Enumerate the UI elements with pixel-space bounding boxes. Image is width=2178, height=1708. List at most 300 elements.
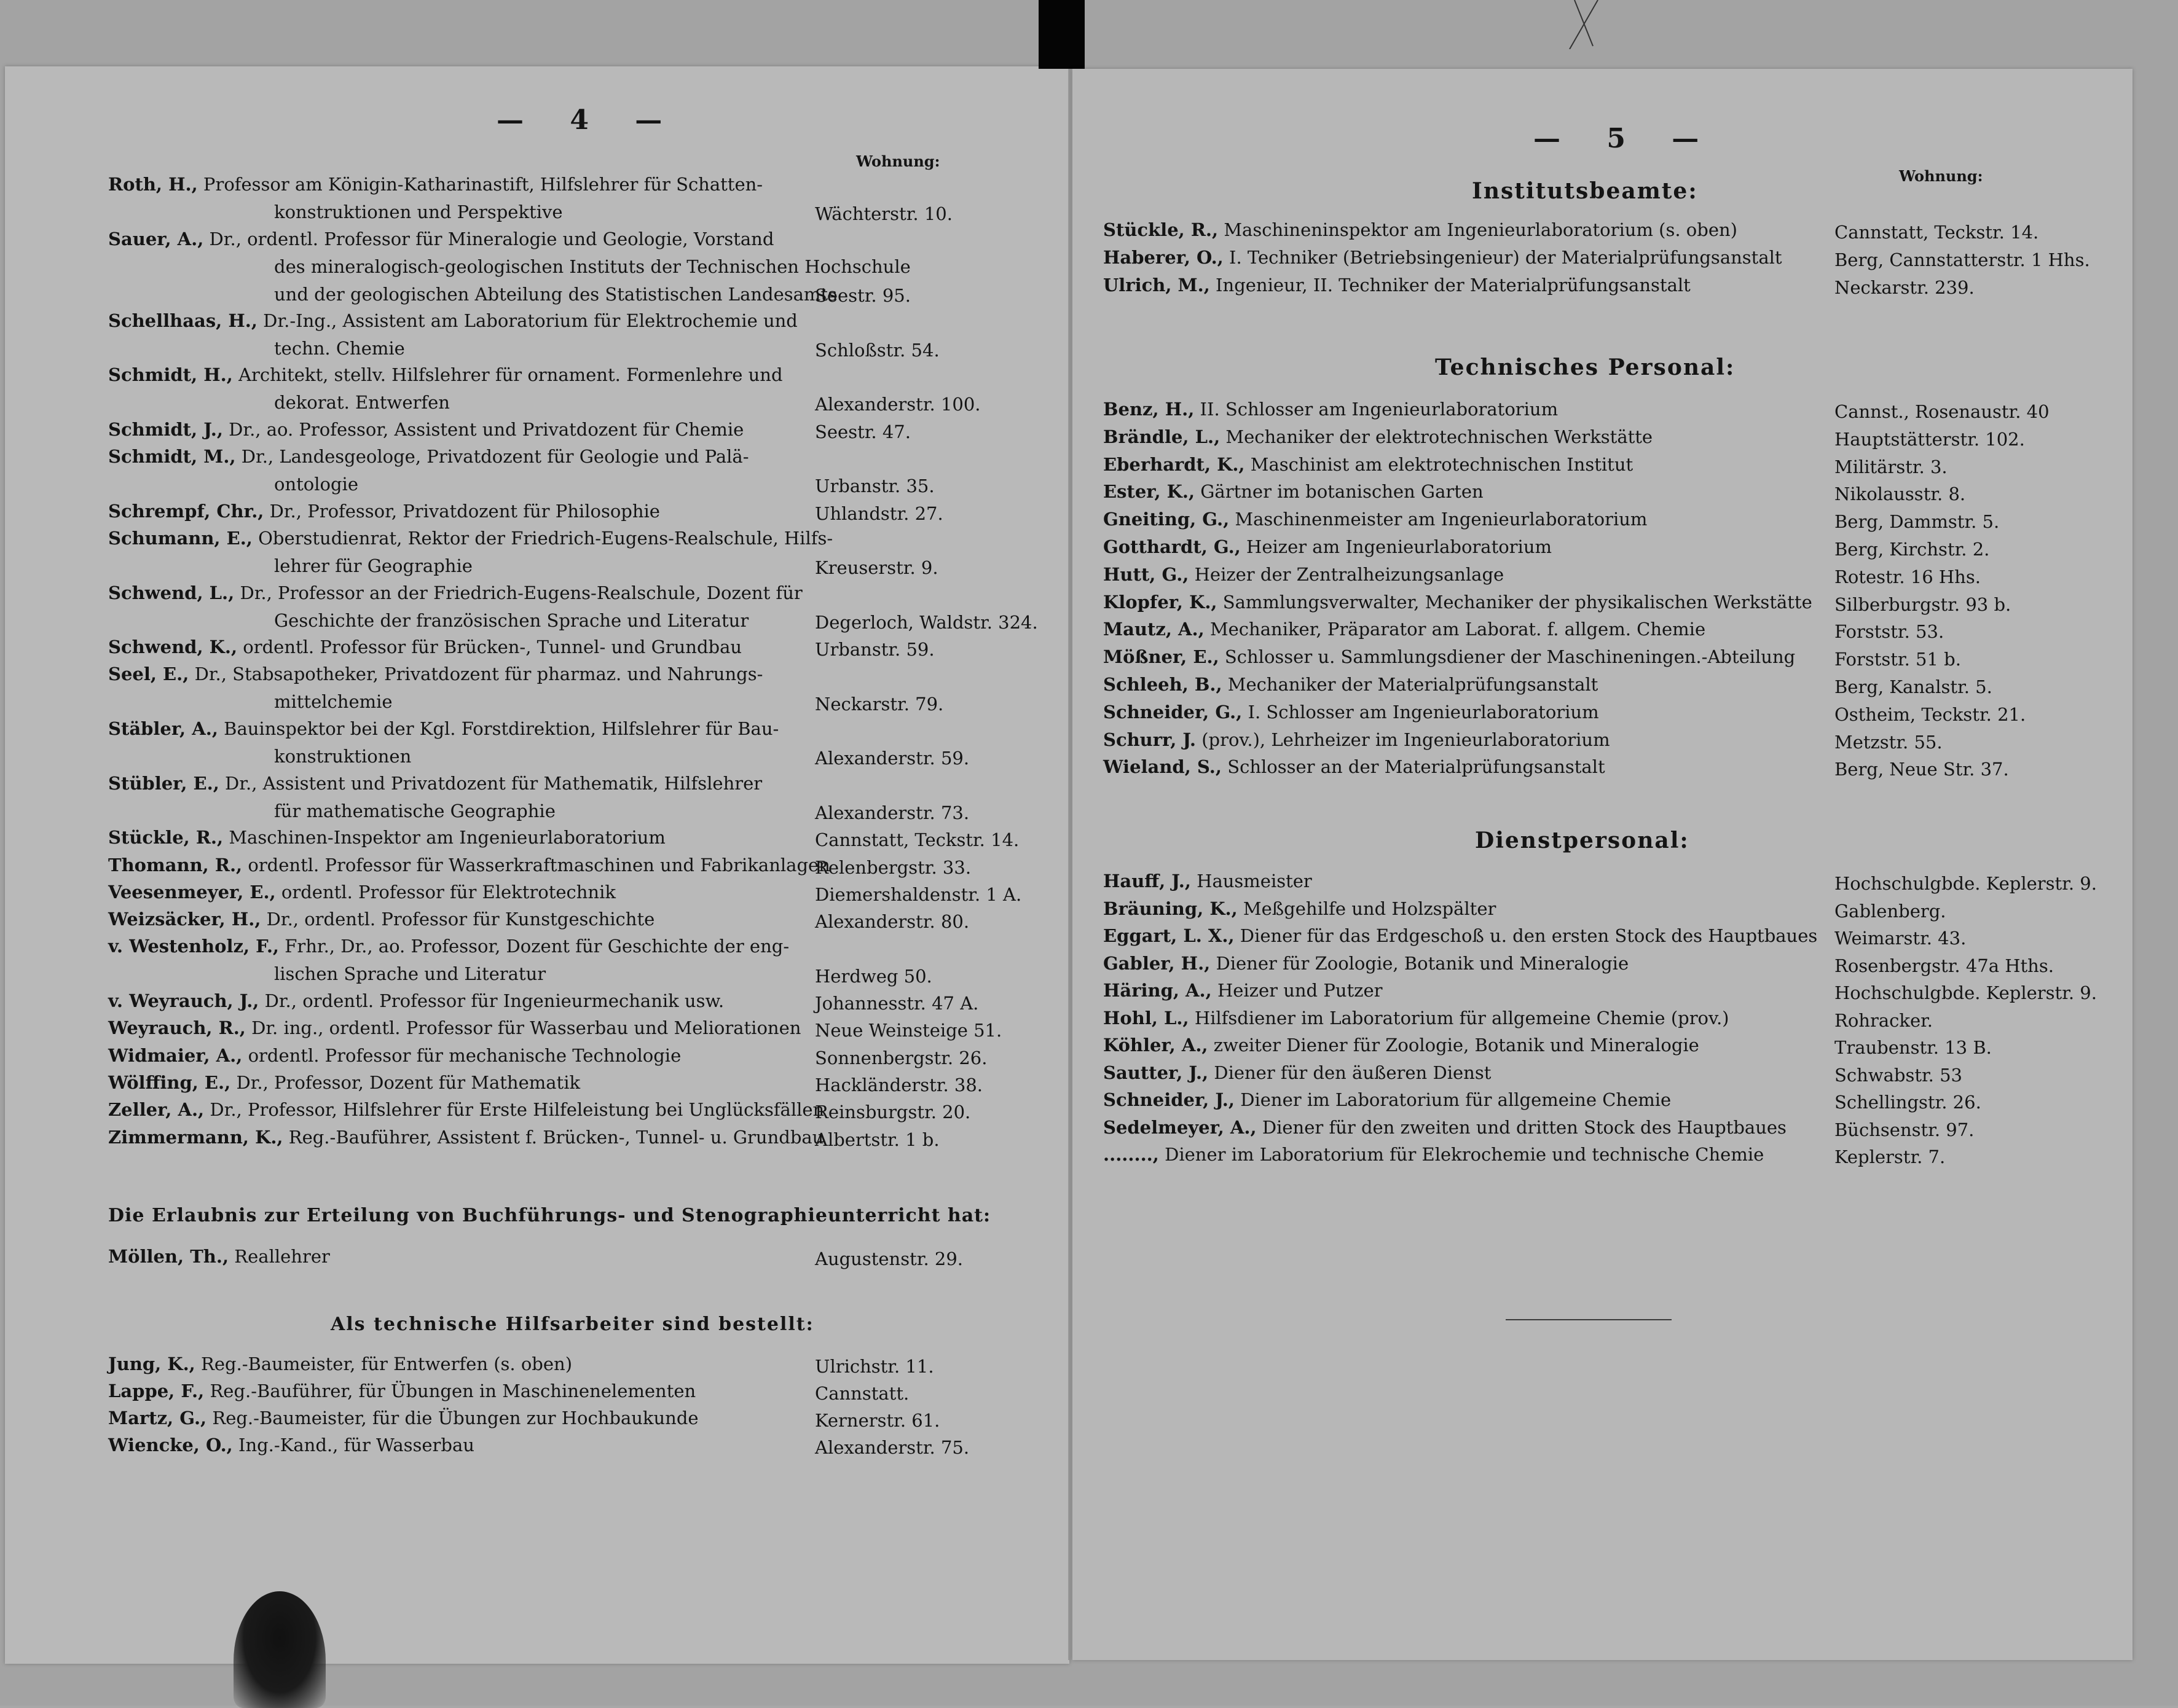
page-number: — 4 — xyxy=(497,104,681,136)
entry-line xyxy=(108,419,744,440)
entry-line xyxy=(1103,536,1552,557)
residence-address: Alexanderstr. 73. xyxy=(815,802,970,823)
list-item xyxy=(108,770,1061,825)
page-fold xyxy=(1068,69,1069,1660)
residence-address: Neckarstr. 79. xyxy=(815,693,944,715)
description-continuation: dekorat. Entwerfen xyxy=(274,392,450,413)
description-continuation: ontologie xyxy=(274,474,358,495)
person-description: Mechaniker der Materialprüfungsanstalt xyxy=(1222,674,1598,695)
person-name: Schurr, J. xyxy=(1103,729,1196,750)
residence-address: Alexanderstr. 59. xyxy=(815,748,970,769)
person-name: ........, xyxy=(1103,1144,1159,1165)
person-name: Wieland, S., xyxy=(1103,756,1222,778)
residence-address: Neue Weinsteige 51. xyxy=(815,1020,1002,1041)
person-name: Stäbler, A., xyxy=(108,718,218,739)
person-description: Architekt, stellv. Hilfslehrer für ornament. Formenlehre und xyxy=(232,364,783,386)
entry-line xyxy=(108,1127,824,1148)
residence-address: Hochschulgbde. Keplerstr. 9. xyxy=(1834,982,2097,1003)
person-name: Sauer, A., xyxy=(108,228,204,249)
entry-line xyxy=(108,1353,572,1374)
entry-line xyxy=(108,1435,474,1455)
residence-address: Büchsenstr. 97. xyxy=(1834,1119,1975,1140)
entry-line xyxy=(108,1072,580,1093)
residence-address: Schellingstr. 26. xyxy=(1834,1092,1981,1113)
person-description: Dr., ordentl. Professor für Mineralogie und Geologie, Vorstand xyxy=(203,228,774,249)
residence-address: Schwabstr. 53 xyxy=(1834,1064,1963,1086)
residence-address: Urbanstr. 59. xyxy=(815,639,935,660)
assistants-list xyxy=(108,1350,1061,1473)
residence-address: Berg, Dammstr. 5. xyxy=(1834,511,2000,533)
description-continuation: lischen Sprache und Literatur xyxy=(274,963,546,985)
list-item xyxy=(1103,1005,2123,1032)
residence-address: Alexanderstr. 80. xyxy=(815,911,970,933)
list-item xyxy=(108,1350,1061,1378)
entry-line xyxy=(108,637,742,657)
entry-line xyxy=(108,718,779,739)
list-item xyxy=(1103,643,2123,671)
person-description: Dr., Stabsapotheker, Privatdozent für pharmaz. und Nahrungs- xyxy=(189,664,763,685)
entry-line xyxy=(1103,1008,1729,1028)
list-item xyxy=(1103,1059,2123,1087)
entry-line xyxy=(1103,1062,1491,1083)
list-item xyxy=(1103,396,2123,423)
person-name: Roth, H., xyxy=(108,174,198,195)
binding-spine xyxy=(1039,0,1085,69)
person-description: Professor am Königin-Katharinastift, Hilfslehrer für Schatten- xyxy=(197,174,763,195)
residence-address: Albertstr. 1 b. xyxy=(815,1129,940,1150)
person-name: Sedelmeyer, A., xyxy=(1103,1116,1257,1138)
person-name: Klopfer, K., xyxy=(1103,591,1217,613)
person-description: Dr., Professor, Dozent für Mathematik xyxy=(230,1071,581,1093)
list-item xyxy=(1103,216,2123,244)
residence-address: Cannst., Rosenaustr. 40 xyxy=(1834,401,2050,422)
entry-line xyxy=(1103,454,1633,475)
person-description: Ingenieur, II. Techniker der Materialprüfungsanstalt xyxy=(1209,275,1691,296)
list-item xyxy=(1103,506,2123,533)
list-item xyxy=(108,1069,1061,1097)
entry-line xyxy=(1103,1035,1699,1056)
person-description: Oberstudienrat, Rektor der Friedrich-Eugens-Realschule, Hilfs- xyxy=(252,527,833,549)
person-name: Eggart, L. X., xyxy=(1103,925,1235,946)
residence-address: Seestr. 95. xyxy=(815,285,911,307)
entry-line xyxy=(108,773,762,794)
residence-address: Forststr. 53. xyxy=(1834,621,1944,643)
person-description: Reallehrer xyxy=(229,1246,330,1267)
person-name: Hohl, L., xyxy=(1103,1007,1189,1028)
entry-line xyxy=(1103,399,1558,420)
entry-line xyxy=(1103,619,1705,640)
residence-address: Kernerstr. 61. xyxy=(815,1410,940,1431)
person-name: Köhler, A., xyxy=(1103,1035,1208,1056)
description-continuation: mittelchemie xyxy=(274,691,393,713)
person-name: Schwend, K., xyxy=(108,637,238,658)
description-continuation: konstruktionen und Perspektive xyxy=(274,202,563,222)
entry-line xyxy=(1103,925,1817,946)
person-description: ordentl. Professor für Wasserkraftmaschinen und Fabrikanlagen xyxy=(242,854,830,876)
person-description: Dr., Assistent und Privatdozent für Mathematik, Hilfslehrer xyxy=(219,772,763,794)
entry-line xyxy=(1103,1089,1671,1110)
list-item xyxy=(1103,1032,2123,1059)
entry-line xyxy=(1103,898,1496,919)
section-heading-institutsbeamte: Institutsbeamte: xyxy=(1472,178,1698,204)
entry-line xyxy=(108,936,789,957)
list-item xyxy=(108,633,1061,661)
description-continuation: des mineralogisch-geologischen Instituts der Technischen Hochschule xyxy=(274,256,911,277)
entry-line xyxy=(1103,426,1653,447)
person-description: Meßgehilfe und Holzspälter xyxy=(1237,898,1496,919)
person-description: Maschineninspektor am Ingenieurlaboratorium (s. oben) xyxy=(1218,219,1737,240)
entry-line xyxy=(1103,564,1504,585)
residence-address: Kreuserstr. 9. xyxy=(815,557,938,579)
list-item xyxy=(108,933,1061,988)
entry-line xyxy=(1103,871,1312,891)
section-heading-dienstpersonal: Dienstpersonal: xyxy=(1475,828,1689,853)
residence-address: Diemershaldenstr. 1 A. xyxy=(815,883,1022,905)
residence-address: Rosenbergstr. 47a Hths. xyxy=(1834,955,2054,976)
person-name: Mautz, A., xyxy=(1103,619,1205,640)
person-name: Schneider, G., xyxy=(1103,701,1243,723)
person-name: Weyrauch, R., xyxy=(108,1017,246,1039)
residence-address: Hauptstätterstr. 102. xyxy=(1834,428,2025,450)
entry-line xyxy=(108,1017,801,1038)
list-item xyxy=(108,1014,1061,1042)
list-item xyxy=(1103,1141,2123,1169)
residence-address: Berg, Cannstatterstr. 1 Hhs. xyxy=(1834,249,2090,270)
person-description: Heizer am Ingenieurlaboratorium xyxy=(1240,536,1552,557)
list-item xyxy=(108,225,1061,308)
residence-address: Relenbergstr. 33. xyxy=(815,856,972,878)
end-rule xyxy=(1506,1319,1672,1320)
residence-address: Hackländerstr. 38. xyxy=(815,1074,983,1095)
list-item xyxy=(108,579,1061,635)
person-description: Bauinspektor bei der Kgl. Forstdirektion, Hilfslehrer für Bau- xyxy=(218,718,779,739)
person-description: Schlosser u. Sammlungsdiener der Maschineningen.-Abteilung xyxy=(1219,646,1796,668)
entry-line xyxy=(1103,756,1605,777)
list-item xyxy=(1103,244,2123,272)
left-page xyxy=(5,66,1069,1664)
residence-address: Berg, Kirchstr. 2. xyxy=(1834,539,1990,560)
list-item xyxy=(108,498,1061,525)
person-name: Gabler, H., xyxy=(1103,952,1211,974)
residence-address: Herdweg 50. xyxy=(815,965,932,987)
entry-line xyxy=(1103,509,1647,530)
assistants-heading: Als technische Hilfsarbeiter sind bestellt: xyxy=(331,1314,814,1335)
residence-address: Cannstatt, Teckstr. 14. xyxy=(815,829,1020,851)
person-name: Schneider, J., xyxy=(1103,1089,1235,1110)
person-description: Diener für Zoologie, Botanik und Mineralogie xyxy=(1210,952,1629,974)
permission-list xyxy=(108,1243,1061,1280)
list-item xyxy=(108,171,1061,226)
person-description: Diener für den zweiten und dritten Stock des Hauptbaues xyxy=(1256,1116,1787,1138)
person-name: Bräuning, K., xyxy=(1103,898,1238,919)
person-name: Lappe, F., xyxy=(108,1381,205,1401)
list-item xyxy=(1103,922,2123,950)
person-description: Diener für den äußeren Dienst xyxy=(1208,1062,1492,1083)
list-item xyxy=(1103,478,2123,506)
address-column-header: Wohnung: xyxy=(1899,167,1983,185)
person-name: Eberhardt, K., xyxy=(1103,453,1245,475)
person-description: II. Schlosser am Ingenieurlaboratorium xyxy=(1194,399,1559,420)
person-name: Jung, K., xyxy=(108,1353,195,1374)
permission-heading: Die Erlaubnis zur Erteilung von Buchführungs- und Stenographieunterricht hat: xyxy=(108,1205,991,1226)
list-item xyxy=(108,879,1061,906)
residence-address: Berg, Neue Str. 37. xyxy=(1834,759,2009,780)
list-item xyxy=(1103,423,2123,451)
person-description: Maschinist am elektrotechnischen Institut xyxy=(1244,453,1634,475)
person-description: Dr., Professor an der Friedrich-Eugens-Realschule, Dozent für xyxy=(234,582,803,603)
person-name: Schellhaas, H., xyxy=(108,310,258,331)
entry-line xyxy=(1103,219,1737,240)
person-name: Zeller, A., xyxy=(108,1099,205,1121)
person-name: Gneiting, G., xyxy=(1103,509,1230,530)
person-description: Dr., ao. Professor, Assistent und Privatdozent für Chemie xyxy=(222,418,744,440)
list-item xyxy=(108,1042,1061,1070)
residence-address: Rotestr. 16 Hhs. xyxy=(1834,566,1981,587)
section-technisches-personal xyxy=(1103,396,2123,789)
person-description: zweiter Diener für Zoologie, Botanik und Mineralogie xyxy=(1208,1035,1699,1056)
person-name: Gotthardt, G., xyxy=(1103,536,1241,557)
person-name: Schumann, E., xyxy=(108,527,253,549)
residence-address: Alexanderstr. 75. xyxy=(815,1437,970,1458)
person-description: Schlosser an der Materialprüfungsanstalt xyxy=(1222,756,1605,778)
person-name: Häring, A., xyxy=(1103,980,1212,1001)
list-item xyxy=(108,361,1061,417)
person-description: Dr.-Ing., Assistent am Laboratorium für Elektrochemie und xyxy=(257,310,798,331)
list-item xyxy=(1103,699,2123,726)
person-description: Dr., Professor, Hilfslehrer für Erste Hilfeleistung bei Unglücksfällen xyxy=(204,1099,825,1121)
entry-line xyxy=(1103,674,1598,695)
entry-line xyxy=(108,1045,681,1066)
entry-line xyxy=(108,310,798,331)
list-item xyxy=(108,906,1061,933)
list-item xyxy=(108,1243,1061,1271)
list-item xyxy=(1103,753,2123,781)
person-name: Zimmermann, K., xyxy=(108,1126,283,1148)
description-continuation: für mathematische Geographie xyxy=(274,800,556,821)
entry-line xyxy=(1103,953,1629,974)
person-description: Sammlungsverwalter, Mechaniker der physikalischen Werkstätte xyxy=(1217,591,1812,613)
entry-line xyxy=(108,990,724,1011)
person-name: Haberer, O., xyxy=(1103,247,1224,268)
person-description: Dr., Professor, Privatdozent für Philosophie xyxy=(264,500,660,522)
person-name: Ester, K., xyxy=(1103,481,1195,503)
residence-address: Neckarstr. 239. xyxy=(1834,277,1975,298)
list-item xyxy=(1103,1086,2123,1114)
residence-address: Augustenstr. 29. xyxy=(815,1248,964,1269)
residence-address: Keplerstr. 7. xyxy=(1834,1146,1946,1167)
entry-line xyxy=(108,1381,696,1401)
description-continuation: techn. Chemie xyxy=(274,337,405,359)
entry-line xyxy=(1103,592,1812,613)
person-description: Diener im Laboratorium für Elekrochemie und technische Chemie xyxy=(1158,1144,1764,1165)
residence-address: Metzstr. 55. xyxy=(1834,731,1943,753)
right-page xyxy=(1072,69,2133,1660)
entry-line xyxy=(108,664,763,684)
residence-address: Johannesstr. 47 A. xyxy=(815,993,979,1014)
pencil-x-mark xyxy=(1567,0,1604,49)
entry-line xyxy=(1103,1144,1764,1165)
residence-address: Uhlandstr. 27. xyxy=(815,503,943,524)
description-continuation: lehrer für Geographie xyxy=(274,555,473,576)
description-continuation: konstruktionen xyxy=(274,746,412,767)
entry-line xyxy=(108,174,763,195)
person-name: Wiencke, O., xyxy=(108,1435,233,1455)
residence-address: Seestr. 47. xyxy=(815,421,911,442)
person-description: Frhr., Dr., ao. Professor, Dozent für Geschichte der eng- xyxy=(279,936,790,957)
description-continuation: Geschichte der französischen Sprache und Literatur xyxy=(274,609,749,631)
person-description: Heizer der Zentralheizungsanlage xyxy=(1189,563,1504,585)
residence-address: Cannstatt. xyxy=(815,1383,910,1404)
address-column-header: Wohnung: xyxy=(856,152,940,170)
person-description: ordentl. Professor für Brücken-, Tunnel- und Grundbau xyxy=(237,637,742,658)
person-description: Reg.-Bauführer, Assistent f. Brücken-, Tunnel- u. Grundbau xyxy=(283,1126,824,1148)
person-name: v. Westenholz, F., xyxy=(108,936,280,957)
list-item xyxy=(108,660,1061,716)
staff-list xyxy=(108,171,1061,1307)
list-item xyxy=(1103,726,2123,754)
list-item xyxy=(1103,950,2123,977)
list-item xyxy=(1103,561,2123,589)
person-description: I. Schlosser am Ingenieurlaboratorium xyxy=(1242,701,1599,723)
person-description: Reg.-Bauführer, für Übungen in Maschinenelementen xyxy=(204,1381,696,1401)
entry-line xyxy=(1103,702,1599,723)
entry-line xyxy=(1103,980,1383,1001)
person-description: (prov.), Lehrheizer im Ingenieurlaboratorium xyxy=(1195,729,1610,750)
person-description: ordentl. Professor für mechanische Technologie xyxy=(242,1044,682,1066)
person-name: Möllen, Th., xyxy=(108,1246,229,1267)
person-name: Schmidt, H., xyxy=(108,364,233,386)
list-item xyxy=(1103,1114,2123,1142)
list-item xyxy=(108,443,1061,498)
person-name: Stückle, R., xyxy=(108,827,224,848)
person-description: Dr. ing., ordentl. Professor für Wasserbau und Meliorationen xyxy=(245,1017,801,1039)
residence-address: Ulrichstr. 11. xyxy=(815,1356,934,1377)
list-item xyxy=(108,852,1061,879)
residence-address: Degerloch, Waldstr. 324. xyxy=(815,611,1038,633)
entry-line xyxy=(108,528,833,549)
list-item xyxy=(108,824,1061,852)
residence-address: Reinsburgstr. 20. xyxy=(815,1102,971,1123)
person-name: Seel, E., xyxy=(108,664,189,685)
residence-address: Gablenberg. xyxy=(1834,900,1946,922)
list-item xyxy=(1103,895,2123,923)
person-description: Diener im Laboratorium für allgemeine Chemie xyxy=(1235,1089,1672,1110)
residence-address: Urbanstr. 35. xyxy=(815,476,935,497)
list-item xyxy=(108,1377,1061,1405)
section-institutsbeamte xyxy=(1103,216,2123,302)
person-name: Thomann, R., xyxy=(108,854,243,876)
entry-line xyxy=(108,501,660,522)
entry-line xyxy=(1103,481,1484,502)
person-description: I. Techniker (Betriebsingenieur) der Materialprüfungsanstalt xyxy=(1223,247,1782,268)
residence-address: Wächterstr. 10. xyxy=(815,203,953,225)
person-description: Ing.-Kand., für Wasserbau xyxy=(232,1435,474,1455)
entry-line xyxy=(1103,1117,1787,1138)
person-name: Stübler, E., xyxy=(108,772,219,794)
person-name: Widmaier, A., xyxy=(108,1044,243,1066)
entry-line xyxy=(108,364,783,385)
section-dienstpersonal xyxy=(1103,868,2123,1175)
person-description: Hausmeister xyxy=(1190,871,1312,891)
residence-address: Traubenstr. 13 B. xyxy=(1834,1037,1992,1058)
entry-line xyxy=(108,582,803,603)
person-description: Reg.-Baumeister, für die Übungen zur Hochbaukunde xyxy=(206,1408,699,1428)
residence-address: Berg, Kanalstr. 5. xyxy=(1834,676,1992,697)
residence-address: Forststr. 51 b. xyxy=(1834,649,1961,670)
person-name: Schmidt, J., xyxy=(108,418,223,440)
section-heading-technisches-personal: Technisches Personal: xyxy=(1435,355,1736,380)
entry-line xyxy=(108,446,749,467)
description-continuation: und der geologischen Abteilung des Statistischen Landesamts xyxy=(274,283,837,305)
residence-address: Ostheim, Teckstr. 21. xyxy=(1834,703,2026,725)
residence-address: Schloßstr. 54. xyxy=(815,339,940,361)
entry-line xyxy=(108,909,655,930)
person-name: Schwend, L., xyxy=(108,582,235,603)
person-description: Mechaniker, Präparator am Laborat. f. allgem. Chemie xyxy=(1204,619,1706,640)
person-name: Hauff, J., xyxy=(1103,871,1191,891)
person-description: Hilfsdiener im Laboratorium für allgemeine Chemie (prov.) xyxy=(1189,1007,1729,1028)
list-item xyxy=(108,525,1061,580)
entry-line xyxy=(108,882,616,903)
list-item xyxy=(108,1404,1061,1432)
list-item xyxy=(1103,451,2123,479)
person-name: v. Weyrauch, J., xyxy=(108,990,259,1011)
list-item xyxy=(108,307,1061,362)
list-item xyxy=(1103,977,2123,1005)
person-name: Ulrich, M., xyxy=(1103,275,1210,296)
person-description: Maschinenmeister am Ingenieurlaboratorium xyxy=(1229,509,1648,530)
person-name: Mößner, E., xyxy=(1103,646,1219,668)
list-item xyxy=(108,1124,1061,1151)
person-description: Mechaniker der elektrotechnischen Werkstätte xyxy=(1220,426,1653,447)
person-description: Dr., Landesgeologe, Privatdozent für Geologie und Palä- xyxy=(235,446,749,467)
person-description: Dr., ordentl. Professor für Ingenieurmechanik usw. xyxy=(259,990,725,1011)
residence-address: Nikolausstr. 8. xyxy=(1834,484,1966,505)
person-name: Wölffing, E., xyxy=(108,1071,231,1093)
entry-line xyxy=(108,1408,699,1428)
residence-address: Weimarstr. 43. xyxy=(1834,928,1967,949)
entry-line xyxy=(108,1099,824,1120)
person-description: ordentl. Professor für Elektrotechnik xyxy=(275,881,616,903)
list-item xyxy=(108,1432,1061,1459)
person-description: Diener für das Erdgeschoß u. den ersten Stock des Hauptbaues xyxy=(1234,925,1818,946)
entry-line xyxy=(1103,247,1782,268)
person-name: Brändle, L., xyxy=(1103,426,1221,447)
entry-line xyxy=(108,855,830,876)
entry-line xyxy=(1103,275,1691,296)
entry-line xyxy=(108,1246,330,1267)
person-description: Reg.-Baumeister, für Entwerfen (s. oben) xyxy=(195,1353,573,1374)
page-number: — 5 — xyxy=(1533,123,1718,154)
list-item xyxy=(1103,868,2123,895)
residence-address: Hochschulgbde. Keplerstr. 9. xyxy=(1834,873,2097,894)
person-description: Heizer und Putzer xyxy=(1211,980,1383,1001)
person-name: Stückle, R., xyxy=(1103,219,1219,240)
entry-line xyxy=(1103,729,1610,750)
entry-line xyxy=(1103,646,1795,667)
person-description: Maschinen-Inspektor am Ingenieurlaboratorium xyxy=(223,827,666,848)
residence-address: Silberburgstr. 93 b. xyxy=(1834,593,2011,615)
list-item xyxy=(1103,616,2123,643)
list-item xyxy=(108,987,1061,1015)
residence-address: Alexanderstr. 100. xyxy=(815,394,981,415)
list-item xyxy=(1103,533,2123,561)
person-name: Weizsäcker, H., xyxy=(108,909,261,930)
person-description: Gärtner im botanischen Garten xyxy=(1195,481,1484,503)
person-name: Hutt, G., xyxy=(1103,563,1189,585)
list-item xyxy=(108,1096,1061,1124)
residence-address: Cannstatt, Teckstr. 14. xyxy=(1834,222,2039,243)
